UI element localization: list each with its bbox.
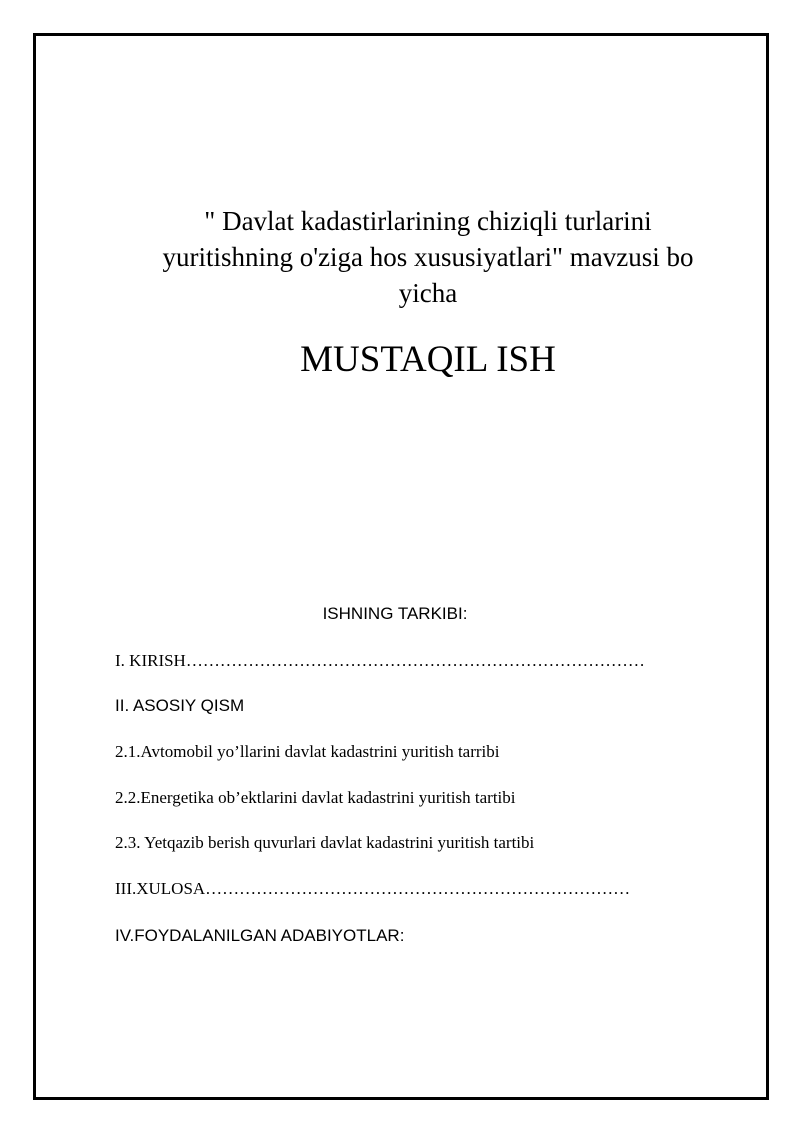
work-type-title: MUSTAQIL ISH [300,339,556,380]
toc-item-references: IV.FOYDALANILGAN ADABIYOTLAR: [115,926,405,945]
toc-item-main-part: II. ASOSIY QISM [115,696,245,715]
toc-item-section-2-1: 2.1.Avtomobil yo’llarini davlat kadastrini yuritish tarribi [115,742,500,761]
topic-line: yicha [398,278,458,308]
toc-item-conclusion: III.XULOSA………………………………………………………………… [115,879,631,898]
toc-item-introduction: I. KIRISH……………………………………………………………………… [115,651,645,670]
toc-item-section-2-2: 2.2.Energetika ob’ektlarini davlat kadastrini yuritish tartibi [115,788,516,807]
toc-item-section-2-3: 2.3. Yetqazib berish quvurlari davlat kadastrini yuritish tartibi [115,833,535,852]
toc-heading: ISHNING TARKIBI: [322,604,468,623]
document-topic [120,203,736,311]
topic-line: yuritishning o'ziga hos xususiyatlari" mavzusi bo [162,242,694,272]
topic-line: " Davlat kadastirlarining chiziqli turlarini [204,206,652,236]
